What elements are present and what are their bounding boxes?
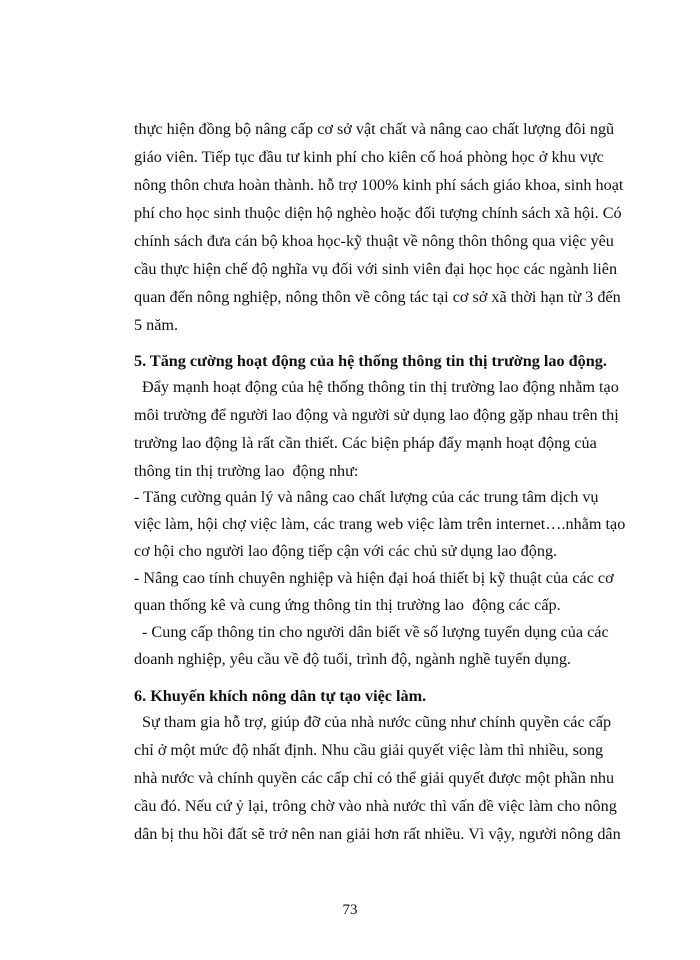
text-line: thực hiện đồng bộ nâng cấp cơ sở vật chất và nâng cao chất lượng đôi ngũ — [134, 120, 615, 138]
text-line: - Tăng cường quản lý và nâng cao chất lượng của các trung tâm dịch vụ — [134, 488, 599, 506]
text-line: chỉ ở một mức độ nhất định. Nhu cầu giải quyết việc làm thì nhiều, song — [134, 741, 604, 759]
text-line: trường lao động là rất cần thiết. Các biện pháp đẩy mạnh hoạt động của — [134, 434, 597, 452]
text-line: Đẩy mạnh hoạt động của hệ thống thông tin thị trường lao động nhằm tạo — [142, 378, 619, 396]
text-line: thông tin thị trường lao động như: — [134, 462, 359, 480]
section-6-heading: 6. Khuyến khích nông dân tự tạo việc làm. — [134, 687, 427, 705]
text-line: cơ hội cho người lao động tiếp cận với các chủ sử dụng lao động. — [134, 542, 558, 560]
text-line: Sự tham gia hỗ trợ, giúp đỡ của nhà nước cũng như chính quyền các cấp — [142, 713, 612, 731]
text-line: dân bị thu hồi đất sẽ trở nên nan giải hơn rất nhiều. Vì vậy, người nông dân — [134, 825, 621, 843]
page-number: 73 — [342, 902, 358, 918]
text-line: phí cho học sinh thuộc diện hộ nghèo hoặc đối tượng chính sách xã hội. Có — [134, 204, 622, 222]
text-line: nông thôn chưa hoàn thành. hỗ trợ 100% kinh phí sách giáo khoa, sinh hoạt — [134, 176, 624, 194]
text-line: môi trường để người lao động và người sử dụng lao động gặp nhau trên thị — [134, 406, 619, 424]
text-line: doanh nghiệp, yêu cầu về độ tuổi, trình độ, ngành nghề tuyển dụng. — [134, 650, 571, 668]
section-5-heading: 5. Tăng cường hoạt động của hệ thống thông tin thị trường lao động. — [134, 352, 607, 370]
text-line: cầu thực hiện chế độ nghĩa vụ đối với sinh viên đại học học các ngành liên — [134, 260, 618, 278]
text-line: giáo viên. Tiếp tục đầu tư kinh phí cho kiên cố hoá phòng học ở khu vực — [134, 148, 604, 166]
text-line: chính sách đưa cán bộ khoa học-kỹ thuật về nông thôn thông qua việc yêu — [134, 232, 614, 250]
text-line: - Nâng cao tính chuyên nghiệp và hiện đại hoá thiết bị kỹ thuật của các cơ — [134, 569, 614, 587]
text-line: - Cung cấp thông tin cho người dân biết về số lượng tuyển dụng của các — [142, 623, 609, 641]
text-line: quan đến nông nghiệp, nông thôn về công tác tại cơ sở xã thời hạn từ 3 đến — [134, 288, 621, 306]
text-line: quan thống kê và cung ứng thông tin thị trường lao động các cấp. — [134, 596, 561, 614]
text-line: việc làm, hội chợ việc làm, các trang web việc làm trên internet….nhằm tạo — [134, 515, 626, 533]
text-line: cầu đó. Nếu cứ ỷ lại, trông chờ vào nhà nước thì vấn đề việc làm cho nông — [134, 797, 617, 815]
text-line: 5 năm. — [134, 316, 179, 334]
text-line: nhà nước và chính quyền các cấp chỉ có thể giải quyết được một phần nhu — [134, 769, 615, 787]
